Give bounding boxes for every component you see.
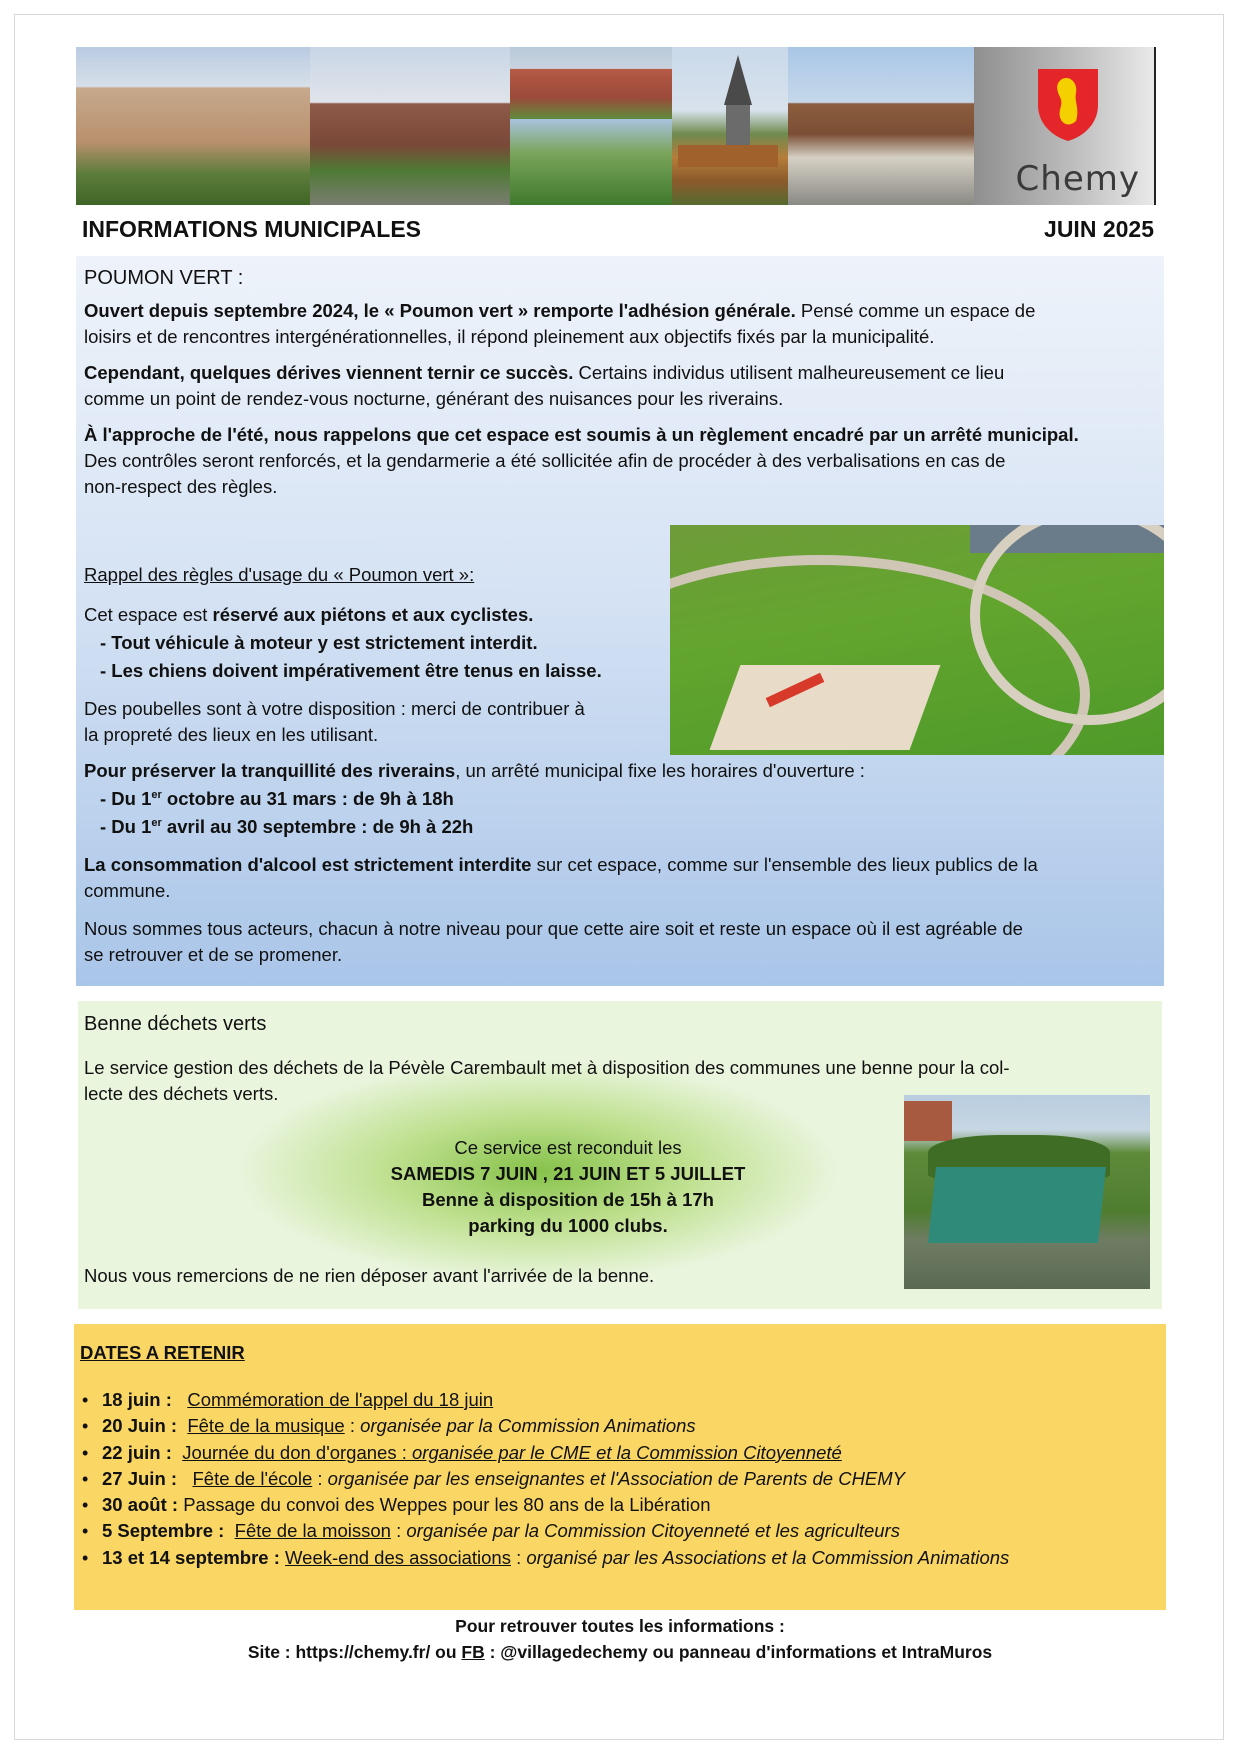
town-logo [974, 47, 1156, 205]
hours-item: - Du 1er avril au 30 septembre : de 9h à 22h [100, 816, 474, 837]
list-item: • 30 août : Passage du convoi des Weppes pour les 80 ans de la Libération [102, 1492, 1162, 1518]
benne-section [78, 1001, 1162, 1309]
fb-link[interactable]: FB [461, 1642, 485, 1662]
town-brand-text: Chemy [1015, 159, 1140, 199]
green-waste-skip-photo [904, 1095, 1150, 1289]
service-place: parking du 1000 clubs. [468, 1215, 668, 1236]
rule-item: - Les chiens doivent impérativement être tenus en laisse. [100, 660, 602, 681]
paragraph: À l'approche de l'été, nous rappelons que cet espace est soumis à un règlement encadré par un arrêté municipal. [84, 424, 1079, 445]
paragraph-line: comme un point de rendez-vous nocturne, générant des nuisances pour les riverains. [84, 388, 784, 409]
paragraph-line: lecte des déchets verts. [84, 1083, 279, 1104]
hall-photo [788, 47, 974, 205]
paragraph-line: Des poubelles sont à votre disposition : merci de contribuer à [84, 698, 585, 719]
paragraph-line: se retrouver et de se promener. [84, 944, 343, 965]
trees-photo [510, 119, 672, 205]
rule-intro: Cet espace est réservé aux piétons et aux cyclistes. [84, 604, 534, 625]
rule-item: - Tout véhicule à moteur y est strictement interdit. [100, 632, 538, 653]
section-heading: Benne déchets verts [84, 1013, 267, 1035]
dates-section [74, 1324, 1166, 1610]
paragraph: Cependant, quelques dérives viennent ternir ce succès. Certains individus utilisent malheureusement ce lieu [84, 362, 1005, 383]
list-item: • 18 juin : Commémoration de l'appel du 18 juin [102, 1387, 1162, 1413]
church-bench-photo [672, 47, 788, 205]
house-shape [904, 1101, 952, 1141]
service-hours: Benne à disposition de 15h à 17h [422, 1189, 714, 1210]
hours-intro: Pour préserver la tranquillité des riverains, un arrêté municipal fixe les horaires d'ouverture : [84, 760, 865, 781]
steeple-shape [724, 55, 752, 105]
section-heading: POUMON VERT : [84, 267, 244, 289]
paragraph-line: la propreté des lieux en les utilisant. [84, 724, 379, 745]
hours-item: - Du 1er octobre au 31 mars : de 9h à 18h [100, 788, 454, 809]
building-photo [310, 47, 510, 205]
service-dates: SAMEDIS 7 JUIN , 21 JUIN ET 5 JUILLET [390, 1163, 746, 1184]
paragraph-line: commune. [84, 880, 171, 901]
site-link[interactable]: Site : https://chemy.fr/ ou [247, 1642, 462, 1662]
paragraph-line: Des contrôles seront renforcés, et la gendarmerie a été sollicitée afin de procéder à des verbalisations en cas de [84, 450, 1006, 471]
bench-shape [678, 145, 778, 167]
paragraph-line: Le service gestion des déchets de la Pévèle Carembault met à disposition des communes une benne pour la col- [84, 1057, 1010, 1078]
paragraph-line: non-respect des règles. [84, 476, 278, 497]
rules-title: Rappel des règles d'usage du « Poumon vert »: [84, 564, 475, 585]
paragraph-line: Nous vous remercions de ne rien déposer avant l'arrivée de la benne. [84, 1265, 655, 1286]
poumon-vert-section [76, 256, 1164, 986]
service-line: Ce service est reconduit les [454, 1137, 682, 1158]
houses-photo [510, 47, 672, 119]
paragraph: Ouvert depuis septembre 2024, le « Poumon vert » remporte l'adhésion générale. Pensé comme un espace de [84, 300, 1036, 321]
paragraph-line: Nous sommes tous acteurs, chacun à notre niveau pour que cette aire soit et reste un espace où il est agréable de [84, 918, 1023, 939]
paragraph-line: loisirs et de rencontres intergénérationnelles, il répond pleinement aux objectifs fixés par la municipalité. [84, 326, 935, 347]
footer-line: Pour retrouver toutes les informations : [455, 1616, 785, 1636]
collage-photo [510, 47, 672, 205]
list-item: • 27 Juin : Fête de l'école : organisée par les enseignantes et l'Association de Parents de CHEMY [102, 1466, 1162, 1492]
list-item: • 20 Juin : Fête de la musique : organisée par la Commission Animations [102, 1413, 1162, 1439]
container-shape [928, 1167, 1106, 1243]
town-hall-photo [76, 47, 310, 205]
sand-area-shape [710, 665, 941, 750]
coat-of-arms-icon [1036, 65, 1100, 143]
dates-list [80, 1387, 1162, 1571]
page-title: INFORMATIONS MUNICIPALES [82, 216, 422, 242]
park-photo [670, 525, 1164, 755]
section-heading: DATES A RETENIR [80, 1342, 245, 1363]
paragraph: La consommation d'alcool est strictement interdite sur cet espace, comme sur l'ensemble des lieux publics de la [84, 854, 1038, 875]
header-photo-banner [76, 47, 1164, 205]
list-item: • 5 Septembre : Fête de la moisson : organisée par la Commission Citoyenneté et les agriculteurs [102, 1518, 1162, 1544]
list-item: • 22 juin : Journée du don d'organes : organisée par le CME et la Commission Citoyenneté [102, 1440, 1162, 1466]
footer-links: Site : https://chemy.fr/ ou FB : @villagedechemy ou panneau d'informations et IntraMuros [247, 1642, 993, 1662]
list-item: • 13 et 14 septembre : Week-end des associations : organisé par les Associations et la Commission Animations [102, 1545, 1162, 1571]
issue-date: JUIN 2025 [1044, 216, 1154, 242]
